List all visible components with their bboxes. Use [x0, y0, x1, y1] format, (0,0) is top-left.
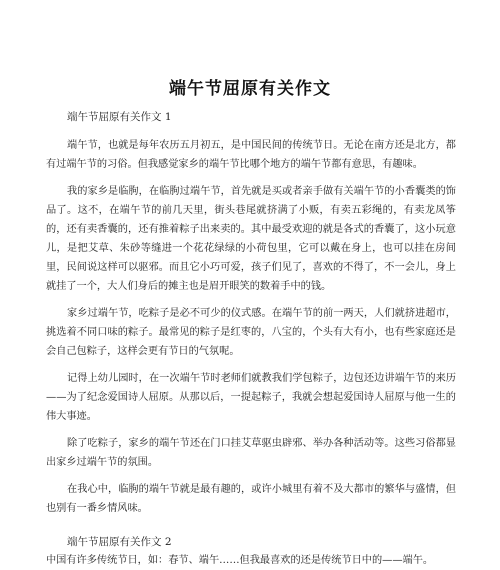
page-title: 端午节屈原有关作文	[169, 79, 331, 99]
essay-1-paragraph-6: 在我心中，临朐的端午节就是最有趣的，或许小城里有着不及大都市的繁华与盛情，但也别有一番乡情风味。	[46, 484, 456, 514]
essay-1-paragraph-4: 记得上幼儿园时，在一次端午节时老师们就教我们学包粽子，边包还边讲端午节的来历——为了纪念爱国诗人屈原。从那以后，一提起粽子，我就会想起爱国诗人屈原与他一生的伟大事迹。	[46, 373, 456, 422]
essay-2-heading: 端午节屈原有关作文 2	[67, 536, 172, 548]
essay-1-paragraph-3: 家乡过端午节，吃粽子是必不可少的仪式感。在端午节的前一两天，人们就挤进超市，挑选着不同口味的粽子。最常见的粽子是红枣的，八宝的，个头有大有小，也有些家庭还是会自己包粽子，这样会更有节日的气氛呢。	[46, 308, 456, 357]
essay-1-heading: 端午节屈原有关作文 1	[67, 111, 172, 123]
essay-1-paragraph-1: 端午节，也就是每年农历五月初五，是中国民间的传统节日。无论在南方还是北方，都有过端午节的习俗。但我感觉家乡的端午节比哪个地方的端午节都有意思，有趣味。	[46, 140, 456, 170]
essay-1-paragraph-2: 我的家乡是临朐，在临朐过端午节，首先就是买或者亲手做有关端午节的小香囊类的饰品了。这不，在端午节的前几天里，街头巷尾就挤满了小贩，有卖五彩绳的，有卖龙凤筝的，还有卖香囊的，还有推着粽子出来卖的。其中最受欢迎的就是各式的香囊了，这小玩意儿，是把艾草、朱砂等缝进一个花花绿绿的小荷包里，它可以戴在身上，也可以挂在房间里，民间说这样可以驱邪。而且它小巧可爱，孩子们见了，喜欢的不得了，不一会儿，身上就挂了一个，大人们身后的摊主也是眉开眼笑的数着手中的钱。	[46, 186, 456, 292]
essay-2-first-line: 中国有许多传统节日，如：春节、端午……但我最喜欢的还是传统节日中的——端午。	[46, 555, 434, 566]
article-body	[46, 111, 456, 570]
essay-1-paragraph-5: 除了吃粽子，家乡的端午节还在门口挂艾草驱虫辟邪、举办各种活动等。这些习俗都显出家乡过端午节的氛围。	[46, 438, 456, 468]
